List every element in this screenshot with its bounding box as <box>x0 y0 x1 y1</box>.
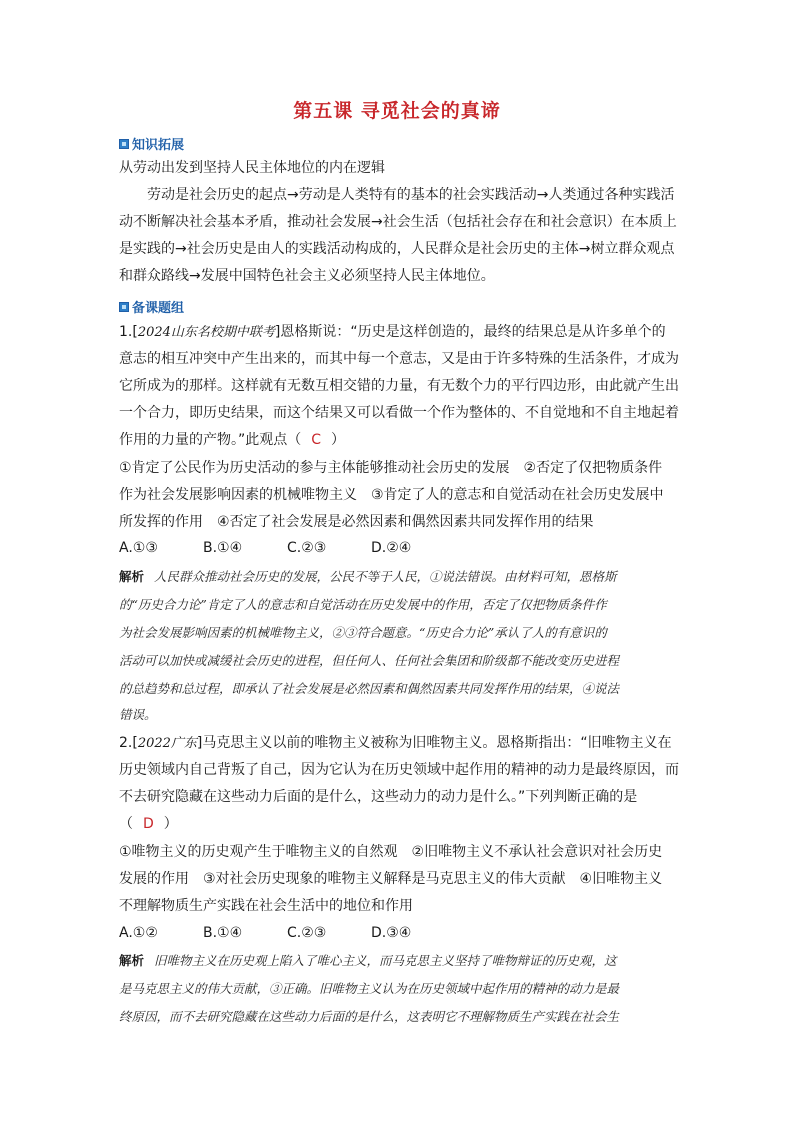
q1-explain-line: 的总趋势和总过程，即承认了社会发展是必然因素和偶然因素共同发挥作用的结果，④说法 <box>119 681 620 696</box>
section-questions-label: 备课题组 <box>132 301 185 316</box>
q2-explain-line <box>119 953 679 969</box>
q1-option-a: A.①③ <box>119 540 158 556</box>
knowledge-line: 是实践的→社会历史是由人的实践活动构成的，人民群众是社会历史的主体→树立群众观点 <box>119 241 675 257</box>
knowledge-subtitle: 从劳动出发到坚持人民主体地位的内在逻辑 <box>119 160 385 176</box>
q1-option-c: C.②③ <box>287 540 327 556</box>
knowledge-line: 劳动是社会历史的起点→劳动是人类特有的基本的社会实践活动→人类通过各种实践活 <box>147 187 675 203</box>
q1-options <box>119 540 455 556</box>
q1-statement-line: ①肯定了公民作为历史活动的参与主体能够推动社会历史的发展 ②否定了仅把物质条件 <box>119 460 663 476</box>
q1-statement-line: 作为社会发展影响因素的机械唯物主义 ③肯定了人的意志和自觉活动在社会历史发展中 <box>119 487 664 503</box>
knowledge-line: 动不断解决社会基本矛盾，推动社会发展→社会生活（包括社会存在和社会意识）在本质上 <box>119 214 677 230</box>
q1-statement-line: 所发挥的作用 ④否定了社会发展是必然因素和偶然因素共同发挥作用的结果 <box>119 514 594 530</box>
q1-stem-text: 作用的力量的产物。”此观点（ <box>119 432 302 448</box>
q1-number: 1.[ <box>119 324 138 340</box>
q2-stem-text: 马克思主义以前的唯物主义被称为旧唯物主义。恩格斯指出：“旧唯物主义在 <box>202 735 672 751</box>
q2-answer-bracket: （ <box>119 816 133 832</box>
q2-statement-line: 不理解物质生产实践在社会生活中的地位和作用 <box>119 898 413 914</box>
q1-explain-label: 解析 <box>119 569 145 584</box>
q2-explain-label: 解析 <box>119 953 145 968</box>
page-title: 第五课 寻觅社会的真谛 <box>293 100 501 122</box>
q2-explain-line: 终原因，而不去研究隐藏在这些动力后面的是什么，这表明它不理解物质生产实践在社会生 <box>119 1009 620 1024</box>
q2-answer-line <box>119 815 679 833</box>
q2-number: 2.[ <box>119 735 138 751</box>
q2-bracket: ] <box>196 735 203 751</box>
q2-stem-line <box>119 734 679 753</box>
q1-bracket: ] <box>274 324 281 340</box>
section-marker-icon <box>119 302 129 312</box>
q1-answer-bracket: ） <box>331 432 346 448</box>
section-questions <box>119 297 184 316</box>
q2-explain-text: 旧唯物主义在历史观上陷入了唯心主义，而马克思主义坚持了唯物辩证的历史观，这 <box>154 953 617 968</box>
q2-statement-line: ①唯物主义的历史观产生于唯物主义的自然观 ②旧唯物主义不承认社会意识对社会历史 <box>119 844 663 860</box>
q2-stem-line: 历史领域内自己背叛了自己，因为它认为在历史领域中起作用的精神的动力是最终原因，而 <box>119 762 679 778</box>
section-knowledge <box>119 134 184 153</box>
q1-stem-text: 恩格斯说：“历史是这样创造的，最终的结果总是从许多单个的 <box>280 324 666 340</box>
q2-explain-line: 是马克思主义的伟大贡献，③正确。旧唯物主义认为在历史领域中起作用的精神的动力是最 <box>119 981 620 996</box>
q1-explain-line: 错误。 <box>119 707 157 722</box>
section-marker-icon <box>119 139 129 149</box>
q1-source: 2024山东名校期中联考 <box>137 325 275 340</box>
q2-answer-bracket: ） <box>163 816 178 832</box>
q2-options <box>119 925 455 941</box>
q1-option-d: D.②④ <box>371 540 412 556</box>
q2-answer: D <box>143 816 154 832</box>
q2-stem-line: 不去研究隐藏在这些动力后面的是什么，这些动力的动力是什么。”下列判断正确的是 <box>119 789 638 805</box>
section-knowledge-label: 知识拓展 <box>132 138 185 153</box>
q2-option-c: C.②③ <box>287 925 327 941</box>
knowledge-line: 和群众路线→发展中国特色社会主义必须坚持人民主体地位。 <box>119 268 495 284</box>
q1-stem-line <box>119 431 679 449</box>
q1-explain-text: 人民群众推动社会历史的发展，公民不等于人民，①说法错误。由材料可知，恩格斯 <box>154 569 617 584</box>
q1-stem-line: 意志的相互冲突中产生出来的，而其中每一个意志，又是由于许多特殊的生活条件，才成为 <box>119 351 679 367</box>
q1-explain-line: 活动可以加快或减缓社会历史的进程，但任何人、任何社会集团和阶级都不能改变历史进程 <box>119 653 620 668</box>
q2-option-a: A.①② <box>119 925 158 941</box>
q1-stem-line <box>119 323 679 342</box>
q1-explain-line: 的“历史合力论”肯定了人的意志和自觉活动在历史发展中的作用，否定了仅把物质条件作 <box>119 597 607 612</box>
q2-source: 2022广东 <box>137 736 197 751</box>
q2-option-d: D.③④ <box>371 925 412 941</box>
q2-option-b: B.①④ <box>203 925 243 941</box>
q2-statement-line: 发展的作用 ③对社会历史现象的唯物主义解释是马克思主义的伟大贡献 ④旧唯物主义 <box>119 871 663 887</box>
q1-stem-line: 一个合力，即历史结果，而这个结果又可以看做一个作为整体的、不自觉地和不自主地起着 <box>119 405 679 421</box>
q1-stem-line: 它所成为的那样。这样就有无数互相交错的力量，有无数个力的平行四边形，由此就产生出 <box>119 378 679 394</box>
q1-explain-line <box>119 569 679 585</box>
q1-explain-line: 为社会发展影响因素的机械唯物主义，②③符合题意。“历史合力论”承认了人的有意识的 <box>119 625 607 640</box>
q1-option-b: B.①④ <box>203 540 243 556</box>
q1-answer: C <box>311 432 322 448</box>
